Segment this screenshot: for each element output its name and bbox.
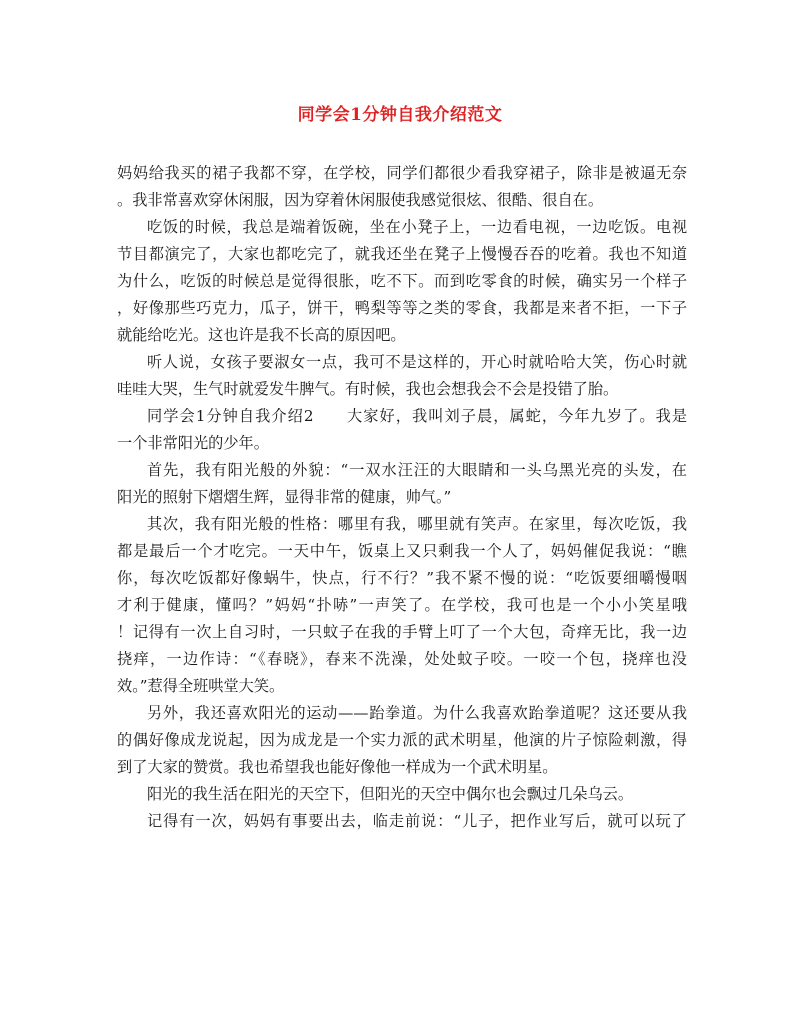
text-line: 挠痒，一边作诗：“《春晓》，春来不洗澡，处处蚊子咬。一咬一个包，挠痒也没 <box>117 650 687 668</box>
text-line: 就能给吃光。这也许是我不长高的原因吧。 <box>117 326 406 344</box>
text-line: 阳光的我生活在阳光的天空下，但阳光的天空中偶尔也会飘过几朵乌云。 <box>147 785 633 803</box>
document-title: 同学会1分钟自我介绍范文 <box>297 105 503 125</box>
text-line: 的偶好像成龙说起，因为成龙是一个实力派的武术明星，他演的片子惊险刺激，得 <box>117 731 687 749</box>
text-line: 一个非常阳光的少年。 <box>117 434 269 452</box>
text-line: 妈妈给我买的裙子我都不穿，在学校，同学们都很少看我穿裙子，除非是被逼无奈 <box>117 164 687 182</box>
text-line: 听人说，女孩子要淑女一点，我可不是这样的，开心时就哈哈大笑，伤心时就 <box>147 353 687 371</box>
text-line: 首先，我有阳光般的外貌：“一双水汪汪的大眼睛和一头乌黑光亮的头发，在 <box>147 461 687 479</box>
text-line: 吃饭的时候，我总是端着饭碗，坐在小凳子上，一边看电视，一边吃饭。电视 <box>147 218 687 236</box>
text-line: 才利于健康，懂吗？”妈妈“扑哧”一声笑了。在学校，我可也是一个小小笑星哦 <box>117 596 687 614</box>
text-line: 记得有一次，妈妈有事要出去，临走前说：“儿子，把作业写后，就可以玩了 <box>147 812 687 830</box>
text-line: 其次，我有阳光般的性格：哪里有我，哪里就有笑声。在家里，每次吃饭，我 <box>147 515 687 533</box>
text-line: ！记得有一次上自习时，一只蚊子在我的手臂上叮了一个大包，奇痒无比，我一边 <box>117 623 687 641</box>
text-line: 节目都演完了，大家也都吃完了，就我还坐在凳子上慢慢吞吞的吃着。我也不知道 <box>117 245 687 263</box>
text-line: 阳光的照射下熠熠生辉，显得非常的健康，帅气。” <box>117 488 452 506</box>
text-line: 都是最后一个才吃完。一天中午，饭桌上又只剩我一个人了，妈妈催促我说：“瞧 <box>117 542 687 560</box>
text-line: 到了大家的赞赏。我也希望我也能好像他一样成为一个武术明星。 <box>117 758 558 776</box>
text-line: 同学会1分钟自我介绍2 大家好，我叫刘子晨，属蛇，今年九岁了。我是 <box>147 407 687 425</box>
text-line: 哇哇大哭，生气时就爱发牛脾气。有时候，我也会想我会不会是投错了胎。 <box>117 380 619 398</box>
text-line: 。我非常喜欢穿休闲服，因为穿着休闲服使我感觉很炫、很酷、很自在。 <box>117 191 603 209</box>
text-line: ，好像那些巧克力，瓜子，饼干，鸭梨等等之类的零食，我都是来者不拒，一下子 <box>117 299 687 317</box>
text-line: 另外，我还喜欢阳光的运动——跆拳道。为什么我喜欢跆拳道呢？这还要从我 <box>147 704 687 722</box>
text-line: 为什么，吃饭的时候总是觉得很胀，吃不下。而到吃零食的时候，确实另一个样子 <box>117 272 687 290</box>
text-line: 效。”惹得全班哄堂大笑。 <box>117 677 285 695</box>
text-line: 你，每次吃饭都好像蜗牛，快点，行不行？”我不紧不慢的说：“吃饭要细嚼慢咽 <box>117 569 687 587</box>
document-body <box>117 160 687 835</box>
